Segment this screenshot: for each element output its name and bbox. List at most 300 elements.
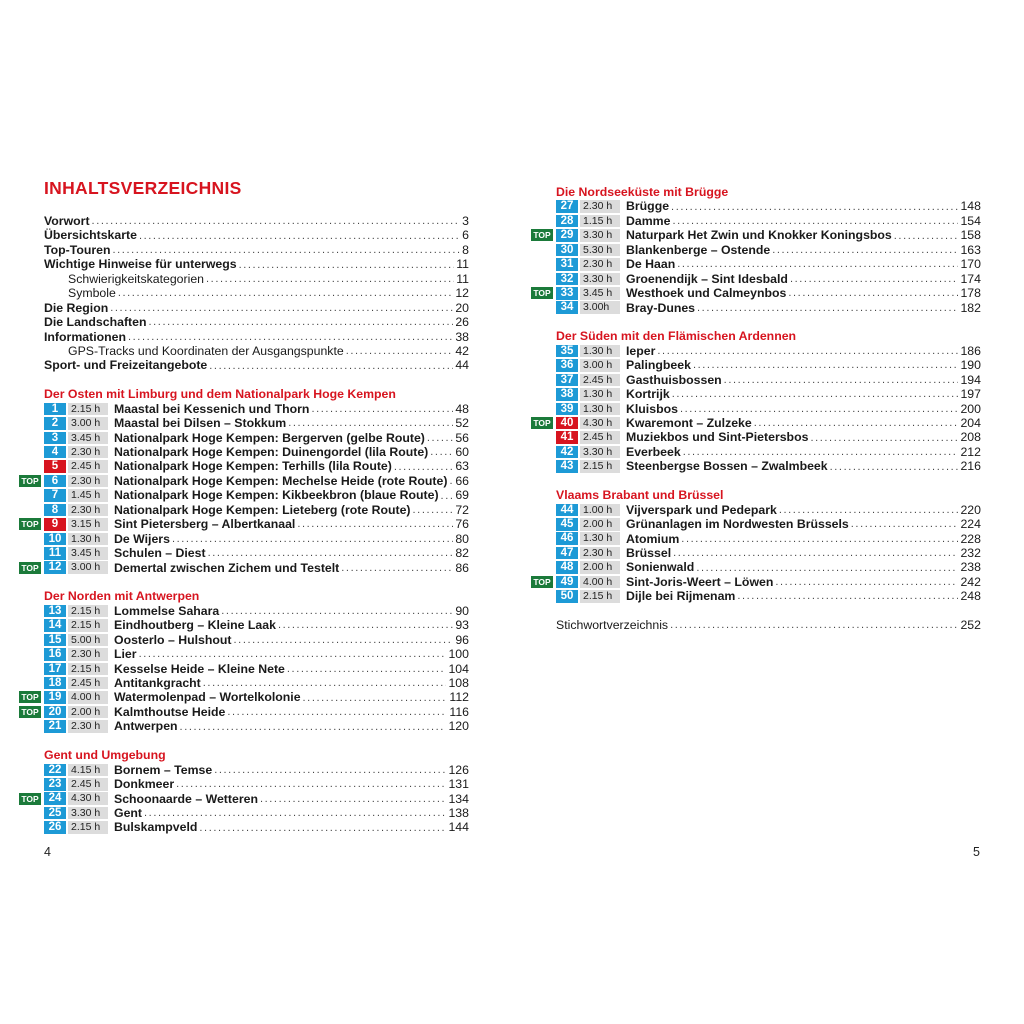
tour-entry[interactable] [556, 373, 981, 387]
tour-title: Sonienwald [626, 560, 695, 575]
tour-page: 116 [449, 704, 469, 719]
tour-entry[interactable] [21, 690, 469, 705]
section-heading: Der Süden mit den Flämischen Ardennen [556, 329, 797, 344]
tour-duration: 3.30 h [580, 273, 620, 286]
tour-title: De Wijers [114, 531, 170, 546]
tour-entry[interactable] [533, 574, 981, 589]
tour-number: 28 [556, 215, 578, 228]
dot-leader [278, 618, 453, 632]
tour-entry[interactable] [44, 763, 469, 777]
tour-title: Antitankgracht [114, 676, 201, 690]
toc-entry-sport[interactable] [44, 358, 469, 372]
dot-leader [128, 330, 453, 344]
toc-entry-hinweise[interactable] [44, 257, 469, 271]
dot-leader [199, 821, 446, 835]
top-badge: TOP [531, 417, 553, 429]
tour-title: Sint-Joris-Weert – Löwen [626, 574, 774, 589]
tour-number: 33 [556, 287, 578, 300]
tour-duration: 2.00 h [580, 561, 620, 574]
tour-title: Donkmeer [114, 777, 175, 792]
dot-leader [234, 633, 454, 647]
tour-entry[interactable] [556, 257, 981, 271]
tour-page: 80 [455, 531, 469, 546]
top-badge: TOP [19, 706, 41, 718]
tour-duration: 4.00 h [580, 576, 620, 589]
dot-leader [346, 344, 454, 358]
tour-title: Kwaremont – Zulzeke [626, 416, 752, 430]
tour-entry[interactable] [44, 488, 469, 502]
tour-duration: 4.15 h [68, 764, 108, 777]
tour-duration: 2.30 h [580, 258, 620, 271]
dot-leader [227, 705, 447, 719]
tour-duration: 2.15 h [68, 619, 108, 632]
tour-entry[interactable] [556, 589, 981, 603]
tour-number: 30 [556, 244, 578, 257]
dot-leader [851, 517, 959, 531]
tour-duration: 2.45 h [580, 374, 620, 387]
tour-page: 220 [960, 502, 981, 517]
dot-leader [737, 589, 958, 603]
tour-number: 29 [556, 229, 578, 242]
tour-entry[interactable] [556, 546, 981, 560]
toc-entry-index[interactable] [556, 618, 981, 632]
tour-duration: 1.30 h [68, 533, 108, 546]
tour-duration: 2.15 h [68, 403, 108, 416]
tour-page: 90 [455, 603, 469, 618]
tour-entry[interactable] [44, 618, 469, 632]
tour-title: Sint Pietersberg – Albertkanaal [114, 517, 296, 532]
tour-number: 25 [44, 807, 66, 820]
dot-leader [112, 243, 460, 257]
tour-entry[interactable] [44, 604, 469, 618]
tour-entry[interactable] [44, 719, 469, 733]
tour-number: 27 [556, 200, 578, 213]
tour-number: 11 [44, 547, 66, 560]
dot-leader [724, 373, 959, 387]
tour-duration: 3.30 h [580, 446, 620, 459]
tour-page: 208 [960, 430, 981, 445]
tour-page: 120 [448, 719, 469, 734]
entry-title: Informationen [44, 329, 126, 344]
tour-entry[interactable] [44, 445, 469, 459]
tour-page: 60 [455, 445, 469, 459]
dot-leader [681, 532, 958, 546]
dot-leader [788, 286, 958, 300]
tour-entry[interactable] [556, 243, 981, 257]
tour-duration: 1.30 h [580, 532, 620, 545]
tour-page: 248 [960, 589, 981, 604]
tour-number: 26 [44, 821, 66, 834]
tour-title: Schulen – Diest [114, 546, 206, 561]
dot-leader [430, 445, 453, 459]
section-heading: Der Norden mit Antwerpen [44, 589, 200, 604]
section-heading: Die Nordseeküste mit Brügge [556, 185, 729, 199]
tour-page: 190 [960, 358, 981, 373]
tour-number: 42 [556, 446, 578, 459]
section-heading: Gent und Umgebung [44, 748, 166, 763]
tour-number: 46 [556, 532, 578, 545]
tour-title: Antwerpen [114, 719, 178, 734]
tour-entry[interactable] [556, 387, 981, 401]
tour-page: 174 [960, 271, 981, 286]
dot-leader [394, 460, 453, 474]
left-sections [21, 387, 469, 835]
tour-duration: 1.15 h [580, 215, 620, 228]
tour-number: 22 [44, 764, 66, 777]
tour-title: Vijverspark und Pedepark [626, 502, 777, 517]
tour-title: Nationalpark Hoge Kempen: Terhills (lila Route) [114, 459, 392, 474]
dot-leader [288, 416, 453, 430]
tour-entry[interactable] [44, 503, 469, 517]
tour-title: De Haan [626, 257, 676, 272]
dot-leader [176, 777, 446, 791]
entry-page: 20 [455, 300, 469, 315]
tour-title: Bulskampveld [114, 820, 198, 835]
tour-number: 16 [44, 648, 66, 661]
dot-leader [772, 243, 958, 257]
tour-title: Muziekbos und Sint-Pietersbos [626, 430, 809, 445]
tour-title: Nationalpark Hoge Kempen: Duinengordel (lila Route) [114, 445, 429, 459]
tour-entry[interactable] [556, 344, 981, 358]
top-badge: TOP [19, 691, 41, 703]
tour-entry[interactable] [556, 459, 981, 473]
tour-title: Nationalpark Hoge Kempen: Bergerven (gelbe Route) [114, 430, 425, 445]
dot-leader [680, 402, 959, 416]
dot-leader [209, 359, 453, 373]
tour-number: 39 [556, 403, 578, 416]
toc-subentry-symbole[interactable] [44, 286, 469, 300]
tour-number: 44 [556, 504, 578, 517]
tour-page: 197 [960, 387, 981, 402]
tour-number: 2 [44, 417, 66, 430]
tour-duration: 2.30 h [68, 720, 108, 733]
tour-duration: 2.30 h [68, 648, 108, 661]
tour-page: 232 [960, 545, 981, 560]
tour-number: 4 [44, 446, 66, 459]
dot-leader [92, 214, 461, 228]
tour-title: Naturpark Het Zwin und Knokker Koningsbos [626, 228, 892, 243]
tour-title: Dijle bei Rijmenam [626, 589, 736, 604]
tour-title: Maastal bei Kessenich und Thorn [114, 401, 310, 416]
tour-duration: 3.45 h [68, 432, 108, 445]
tour-duration: 4.30 h [68, 792, 108, 805]
toc-entry-region[interactable] [44, 301, 469, 315]
tour-page: 242 [960, 574, 981, 589]
tour-duration: 2.45 h [68, 778, 108, 791]
tour-page: 138 [448, 805, 469, 820]
tour-title: Damme [626, 213, 671, 228]
tour-page: 66 [455, 473, 469, 488]
dot-leader [670, 618, 958, 632]
toc-entry-uebersichtskarte[interactable] [44, 228, 469, 242]
tour-duration: 2.15 h [68, 821, 108, 834]
toc-right-column [533, 185, 981, 633]
dot-leader [673, 546, 958, 560]
tour-entry[interactable] [44, 806, 469, 820]
tour-duration: 2.30 h [68, 446, 108, 459]
tour-duration: 2.30 h [580, 200, 620, 213]
dot-leader [260, 792, 447, 806]
entry-title: Die Region [44, 300, 109, 315]
tour-title: Atomium [626, 531, 680, 546]
dot-leader [341, 561, 453, 575]
tour-entry[interactable] [556, 430, 981, 444]
top-badge: TOP [19, 793, 41, 805]
tour-page: 104 [448, 661, 469, 676]
tour-number: 40 [556, 417, 578, 430]
tour-duration: 3.45 h [68, 547, 108, 560]
tour-duration: 4.30 h [580, 417, 620, 430]
toc-subentry-gps[interactable] [44, 344, 469, 358]
tour-page: 148 [960, 199, 981, 214]
dot-leader [693, 358, 959, 372]
tour-duration: 1.30 h [580, 345, 620, 358]
tour-title: Nationalpark Hoge Kempen: Mechelse Heide (rote Route) [114, 473, 448, 488]
tour-entry[interactable] [556, 214, 981, 228]
dot-leader [297, 517, 453, 531]
tour-duration: 3.00 h [68, 417, 108, 430]
toc-entry-top-touren[interactable] [44, 243, 469, 257]
tour-page: 48 [455, 401, 469, 416]
dot-leader [754, 416, 959, 430]
tour-duration: 1.45 h [68, 489, 108, 502]
tour-duration: 3.00h [580, 301, 620, 314]
tour-entry[interactable] [44, 532, 469, 546]
dot-leader [696, 561, 958, 575]
entry-title: Wichtige Hinweise für unterwegs [44, 257, 237, 272]
tour-number: 24 [44, 792, 66, 805]
dot-leader [139, 229, 460, 243]
dot-leader [427, 431, 453, 445]
tour-entry[interactable] [44, 431, 469, 445]
tour-page: 69 [455, 488, 469, 503]
top-badge: TOP [19, 475, 41, 487]
entry-page: 3 [462, 214, 469, 228]
tour-number: 9 [44, 518, 66, 531]
tour-page: 212 [960, 444, 981, 459]
tour-title: Everbeek [626, 444, 681, 459]
tour-duration: 3.00 h [580, 359, 620, 372]
tour-entry[interactable] [44, 633, 469, 647]
tour-page: 158 [960, 228, 981, 243]
entry-title: Top-Touren [44, 242, 111, 257]
tour-page: 194 [960, 372, 981, 387]
tour-title: Kluisbos [626, 401, 678, 416]
tour-number: 36 [556, 359, 578, 372]
dot-leader [172, 532, 453, 546]
entry-page: 42 [455, 343, 469, 358]
tour-number: 13 [44, 605, 66, 618]
top-badge: TOP [531, 229, 553, 241]
tour-title: Nationalpark Hoge Kempen: Lieteberg (rote Route) [114, 502, 411, 517]
tour-number: 47 [556, 547, 578, 560]
tour-page: 144 [448, 820, 469, 835]
tour-duration: 2.00 h [68, 706, 108, 719]
tour-number: 50 [556, 590, 578, 603]
tour-title: Lommelse Sahara [114, 603, 220, 618]
tour-page: 76 [455, 517, 469, 532]
dot-leader [118, 286, 453, 300]
tour-title: Nationalpark Hoge Kempen: Kikbeekbron (blaue Route) [114, 488, 439, 503]
tour-page: 96 [455, 632, 469, 647]
entry-title: Sport- und Freizeitangebote [44, 358, 208, 373]
tour-title: Westhoek und Calmeynbos [626, 286, 787, 301]
entry-page: 6 [462, 228, 469, 243]
tour-page: 238 [960, 560, 981, 575]
tour-number: 23 [44, 778, 66, 791]
tour-entry[interactable] [21, 791, 469, 806]
tour-duration: 4.00 h [68, 691, 108, 704]
tour-number: 35 [556, 345, 578, 358]
tour-duration: 1.30 h [580, 388, 620, 401]
tour-number: 18 [44, 677, 66, 690]
dot-leader [110, 301, 453, 315]
tour-title: Bornem – Temse [114, 762, 213, 777]
tour-number: 17 [44, 663, 66, 676]
tour-number: 43 [556, 460, 578, 473]
tour-entry[interactable] [556, 445, 981, 459]
tour-title: Maastal bei Dilsen – Stokkum [114, 416, 287, 431]
dot-leader [697, 301, 958, 315]
tour-entry[interactable] [556, 402, 981, 416]
tour-number: 3 [44, 432, 66, 445]
tour-title: Steenbergse Bossen – Zwalmbeek [626, 459, 828, 474]
tour-number: 8 [44, 504, 66, 517]
tour-number: 5 [44, 460, 66, 473]
dot-leader [203, 676, 447, 690]
tour-title: Brügge [626, 199, 670, 214]
tour-title: Kortrijk [626, 387, 670, 402]
tour-entry[interactable] [44, 647, 469, 661]
tour-entry[interactable] [21, 473, 469, 488]
entry-page: 8 [462, 242, 469, 257]
tour-entry[interactable] [556, 532, 981, 546]
tour-duration: 2.15 h [580, 460, 620, 473]
tour-duration: 2.30 h [68, 504, 108, 517]
dot-leader [775, 575, 958, 589]
tour-number: 1 [44, 403, 66, 416]
dot-leader [441, 489, 454, 503]
toc-entry-landschaften[interactable] [44, 315, 469, 329]
toc-entry-vorwort[interactable] [44, 214, 469, 228]
tour-entry[interactable] [556, 503, 981, 517]
tour-entry[interactable] [44, 459, 469, 473]
tour-page: 170 [960, 257, 981, 272]
dot-leader [672, 387, 959, 401]
tour-duration: 1.30 h [580, 403, 620, 416]
tour-entry[interactable] [21, 517, 469, 532]
page-number-left: 4 [44, 845, 51, 859]
tour-entry[interactable] [44, 416, 469, 430]
tour-duration: 2.15 h [580, 590, 620, 603]
tour-entry[interactable] [21, 560, 469, 575]
entry-title: Schwierigkeitskategorien [68, 271, 205, 286]
tour-number: 31 [556, 258, 578, 271]
tour-entry[interactable] [44, 662, 469, 676]
tour-entry[interactable] [533, 286, 981, 301]
tour-entry[interactable] [44, 777, 469, 791]
dot-leader [239, 258, 455, 272]
tour-page: 134 [448, 791, 469, 806]
tour-number: 15 [44, 634, 66, 647]
dot-leader [413, 503, 454, 517]
tour-entry[interactable] [556, 301, 981, 315]
tour-duration: 3.30 h [580, 229, 620, 242]
dot-leader [139, 647, 447, 661]
tour-title: Ieper [626, 343, 656, 358]
tour-page: 52 [455, 416, 469, 431]
section-heading: Vlaams Brabant und Brüssel [556, 488, 724, 503]
tour-duration: 2.30 h [68, 475, 108, 488]
top-badge: TOP [19, 518, 41, 530]
entry-title: Die Landschaften [44, 315, 147, 330]
tour-entry[interactable] [21, 704, 469, 719]
tour-title: Brüssel [626, 545, 672, 560]
toc-subentry-schwierigkeit[interactable] [44, 272, 469, 286]
dot-leader [221, 604, 453, 618]
entry-page: 252 [960, 618, 981, 633]
dot-leader [144, 806, 446, 820]
toc-entry-informationen[interactable] [44, 330, 469, 344]
tour-number: 20 [44, 706, 66, 719]
dot-leader [894, 229, 959, 243]
dot-leader [449, 474, 453, 488]
dot-leader [208, 546, 454, 560]
tour-entry[interactable] [44, 676, 469, 690]
tour-duration: 3.30 h [68, 807, 108, 820]
entry-title: Stichwortverzeichnis [556, 618, 669, 633]
dot-leader [303, 691, 448, 705]
tour-duration: 2.15 h [68, 605, 108, 618]
dot-leader [683, 445, 959, 459]
tour-number: 10 [44, 533, 66, 546]
top-badge: TOP [531, 576, 553, 588]
entry-page: 12 [455, 286, 469, 301]
tour-entry[interactable] [556, 199, 981, 213]
tour-entry[interactable] [44, 402, 469, 416]
page-number-right: 5 [973, 845, 980, 859]
tour-number: 41 [556, 431, 578, 444]
tour-number: 34 [556, 301, 578, 314]
top-badge: TOP [19, 562, 41, 574]
tour-title: Groenendijk – Sint Idesbald [626, 271, 788, 286]
dot-leader [206, 272, 454, 286]
entry-title: Vorwort [44, 214, 90, 228]
tour-page: 82 [455, 546, 469, 561]
dot-leader [657, 344, 958, 358]
tour-entry[interactable] [556, 358, 981, 372]
tour-number: 49 [556, 576, 578, 589]
tour-entry[interactable] [44, 820, 469, 834]
tour-number: 37 [556, 374, 578, 387]
tour-entry[interactable] [556, 560, 981, 574]
tour-entry[interactable] [556, 272, 981, 286]
tour-entry[interactable] [533, 228, 981, 243]
tour-duration: 2.30 h [580, 547, 620, 560]
dot-leader [779, 503, 959, 517]
tour-page: 163 [960, 242, 981, 257]
tour-number: 14 [44, 619, 66, 632]
tour-entry[interactable] [44, 546, 469, 560]
dot-leader [677, 257, 958, 271]
tour-entry[interactable] [556, 517, 981, 531]
tour-page: 182 [960, 300, 981, 315]
tour-entry[interactable] [533, 416, 981, 430]
dot-leader [810, 431, 958, 445]
tour-title: Oosterlo – Hulshout [114, 632, 232, 647]
tour-page: 131 [448, 777, 469, 792]
dot-leader [287, 662, 447, 676]
